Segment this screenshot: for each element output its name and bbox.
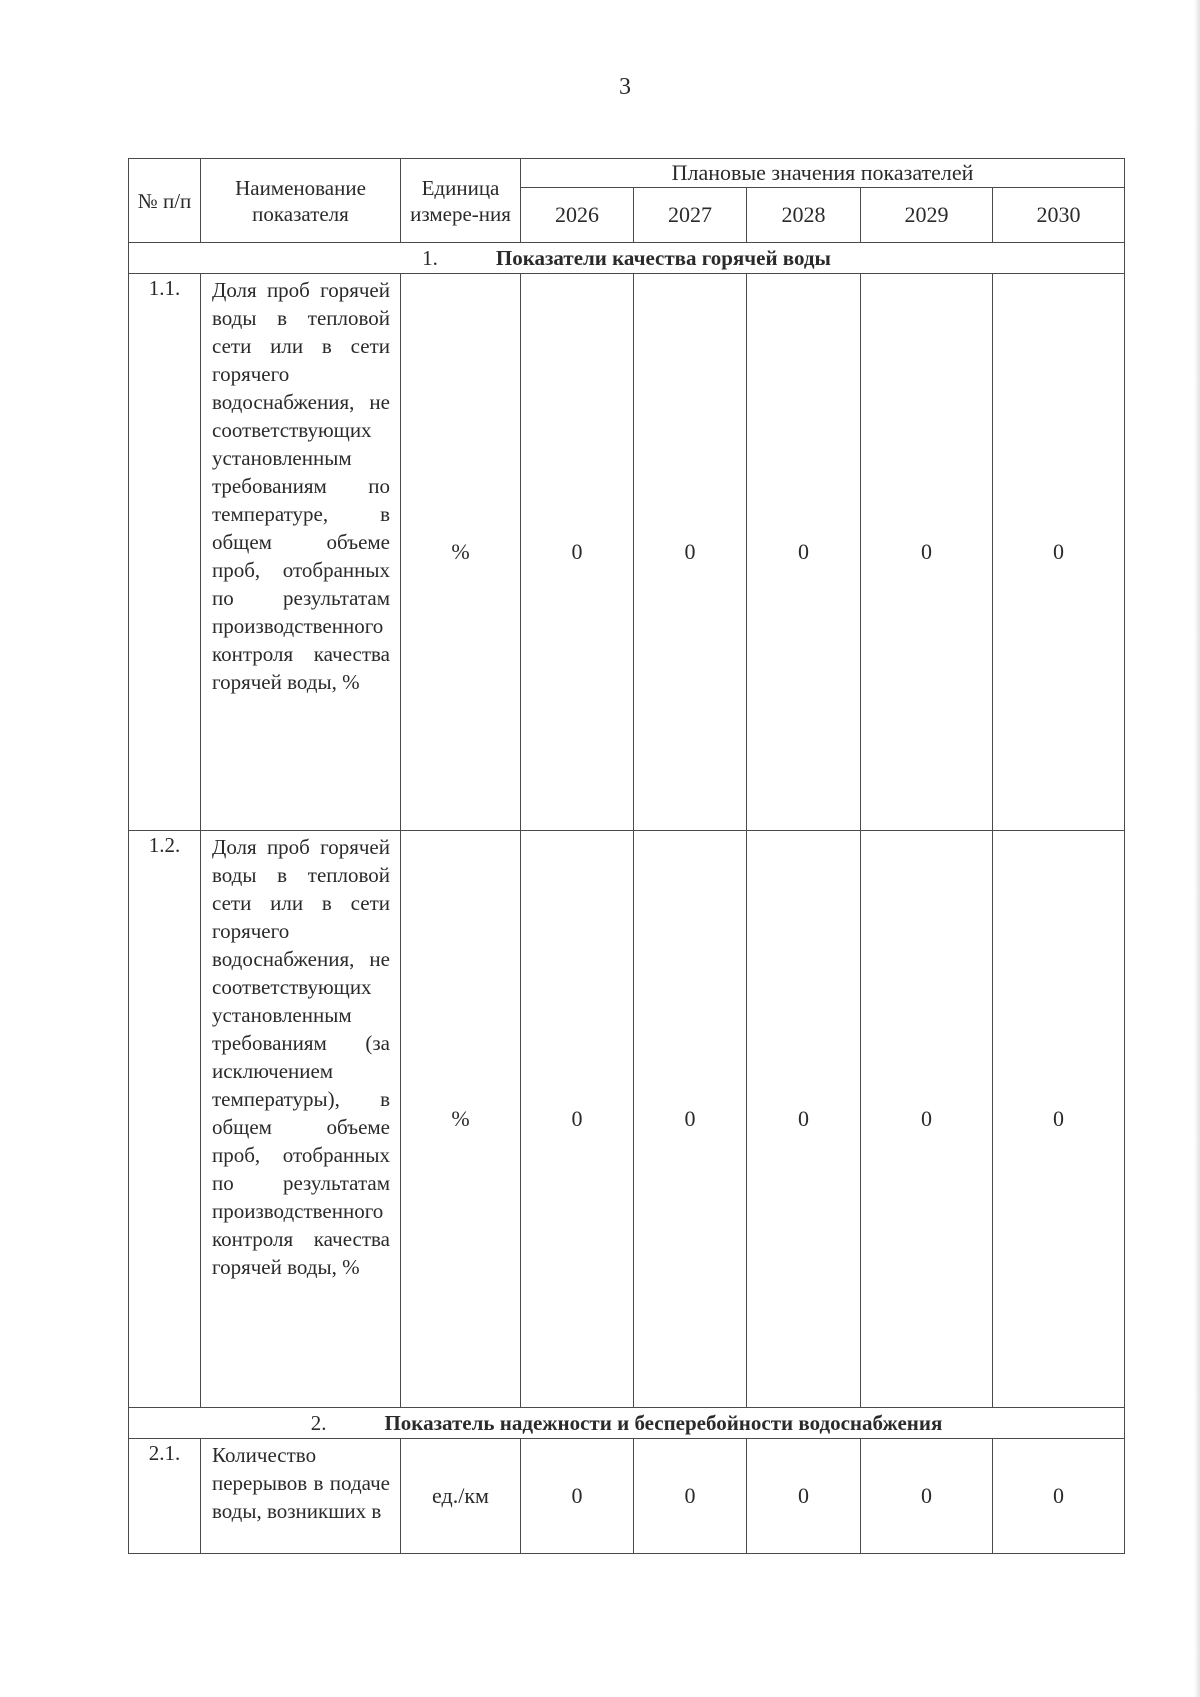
header-row-top bbox=[129, 159, 1125, 188]
section-heading-row bbox=[129, 1408, 1125, 1439]
indicator-name: Количество перерывов в подаче воды, возникших в bbox=[212, 1443, 390, 1523]
section-title: Показатель надежности и бесперебойности водоснабжения bbox=[384, 1411, 943, 1435]
table-row bbox=[129, 831, 1125, 1408]
section-heading bbox=[129, 1408, 1125, 1439]
indicator-name: Доля проб горячей воды в тепловой сети или в сети горячего водоснабжения, не соответствующих установленным требованиям по температуре, в общем объеме проб, отобранных по результатам производственного контроля качества горячей воды, % bbox=[201, 274, 401, 831]
indicators-table bbox=[128, 158, 1125, 1554]
planned-value: 0 bbox=[993, 1439, 1125, 1554]
section-number: 2. bbox=[310, 1411, 327, 1435]
unit-value: % bbox=[401, 831, 521, 1408]
row-number: 1.2. bbox=[129, 831, 201, 1408]
row-number: 2.1. bbox=[129, 1439, 201, 1554]
header-planned-values: Плановые значения показателей bbox=[521, 159, 1125, 188]
page-number: 3 bbox=[619, 74, 631, 100]
planned-value: 0 bbox=[993, 274, 1125, 831]
header-year: 2030 bbox=[993, 188, 1125, 243]
planned-value: 0 bbox=[861, 831, 993, 1408]
planned-value: 0 bbox=[521, 831, 634, 1408]
planned-value: 0 bbox=[634, 831, 747, 1408]
planned-value: 0 bbox=[861, 274, 993, 831]
header-name: Наименование показателя bbox=[201, 159, 401, 243]
section-title: Показатели качества горячей воды bbox=[495, 246, 831, 270]
planned-value: 0 bbox=[747, 274, 861, 831]
table-row bbox=[129, 274, 1125, 831]
planned-value: 0 bbox=[521, 274, 634, 831]
header-year: 2028 bbox=[747, 188, 861, 243]
table-row bbox=[129, 1439, 1125, 1554]
planned-value: 0 bbox=[861, 1439, 993, 1554]
planned-value: 0 bbox=[634, 274, 747, 831]
section-number: 1. bbox=[422, 246, 438, 270]
planned-value: 0 bbox=[521, 1439, 634, 1554]
header-year: 2026 bbox=[521, 188, 634, 243]
row-number: 1.1. bbox=[129, 274, 201, 831]
planned-value: 0 bbox=[634, 1439, 747, 1554]
indicator-name: Доля проб горячей воды в тепловой сети или в сети горячего водоснабжения, не соответствующих установленным требованиям (за исключением температуры), в общем объеме проб, отобранных по результатам производственного контроля качества горячей воды, % bbox=[201, 831, 401, 1408]
section-heading-row bbox=[129, 243, 1125, 274]
header-year: 2029 bbox=[861, 188, 993, 243]
header-number: № п/п bbox=[129, 159, 201, 243]
scan-edge-shadow bbox=[1194, 0, 1200, 1697]
indicator-name-cell bbox=[201, 1439, 401, 1554]
section-heading bbox=[129, 243, 1125, 274]
header-year: 2027 bbox=[634, 188, 747, 243]
unit-value: ед./км bbox=[401, 1439, 521, 1554]
planned-value: 0 bbox=[993, 831, 1125, 1408]
unit-value: % bbox=[401, 274, 521, 831]
planned-value: 0 bbox=[747, 1439, 861, 1554]
planned-value: 0 bbox=[747, 831, 861, 1408]
header-unit: Единица измере-ния bbox=[401, 159, 521, 243]
